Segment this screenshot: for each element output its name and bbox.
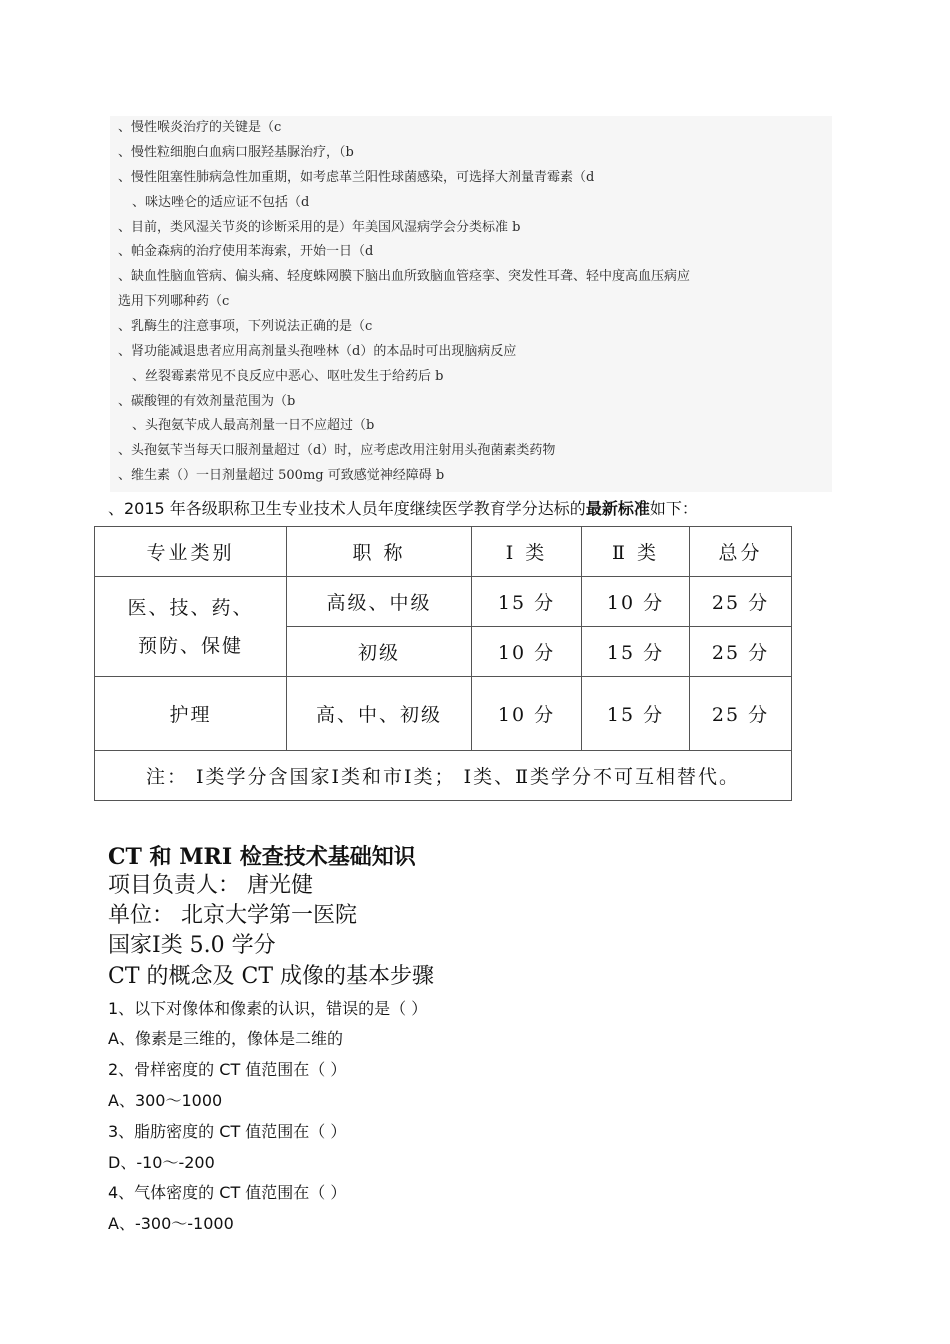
table-note-row xyxy=(95,751,792,801)
quiz-line: 选用下列哪种药（c xyxy=(118,294,230,309)
quiz-line: 、慢性阻塞性肺病急性加重期，如考虑革兰阳性球菌感染，可选择大剂量青霉素（d xyxy=(118,170,595,185)
header-total: 总分 xyxy=(690,527,792,577)
question-line: 3、脂肪密度的 CT 值范围在（ ） xyxy=(108,1122,347,1141)
quiz-line: 、头孢氨苄当每天口服剂量超过（d）时，应考虑改用注射用头孢菌素类药物 xyxy=(118,443,556,458)
quiz-line: 、咪达唑仑的适应证不包括（d xyxy=(132,195,310,210)
question-line: 2、骨样密度的 CT 值范围在（ ） xyxy=(108,1060,347,1079)
table-cell: 10 分 xyxy=(472,677,582,751)
table-row xyxy=(95,577,792,627)
answer-line: A、300～1000 xyxy=(108,1091,223,1110)
intro-suffix: 如下： xyxy=(649,499,698,518)
table-cell: 高、中、初级 xyxy=(287,677,472,751)
category-cell xyxy=(95,577,287,677)
intro-prefix: 、2015 年各级职称卫生专业技术人员年度继续医学教育学分达标的 xyxy=(108,499,586,518)
quiz-line: 、慢性粒细胞白血病口服羟基脲治疗，（b xyxy=(118,145,354,160)
header-title: 职 称 xyxy=(287,527,472,577)
credit-standard-intro xyxy=(108,498,698,520)
table-cell: 初级 xyxy=(287,627,472,677)
header-category: 专业类别 xyxy=(95,527,287,577)
table-row xyxy=(95,677,792,751)
table-header-row xyxy=(95,527,792,577)
course-unit: 单位： 北京大学第一医院 xyxy=(108,903,357,928)
intro-bold: 最新标准 xyxy=(585,499,650,518)
category-cell: 护理 xyxy=(95,677,287,751)
question-line: 1、以下对像体和像素的认识，错误的是（ ） xyxy=(108,999,428,1018)
table-cell: 15 分 xyxy=(472,577,582,627)
quiz-line: 、乳酶生的注意事项，下列说法正确的是（c xyxy=(118,319,373,334)
header-class-1: Ⅰ 类 xyxy=(472,527,582,577)
table-cell: 25 分 xyxy=(690,677,792,751)
answer-line: A、-300～-1000 xyxy=(108,1214,234,1233)
answer-line: A、像素是三维的，像体是二维的 xyxy=(108,1029,343,1048)
category-text: 医、技、药、预防、保健 xyxy=(127,596,254,657)
quiz-line: 、丝裂霉素常见不良反应中恶心、呕吐发生于给药后 b xyxy=(132,369,444,384)
course-subtitle: CT 的概念及 CT 成像的基本步骤 xyxy=(108,964,434,989)
table-cell: 25 分 xyxy=(690,627,792,677)
course-title: CT 和 MRI 检查技术基础知识 xyxy=(108,844,416,870)
quiz-line: 、头孢氨苄成人最高剂量一日不应超过（b xyxy=(132,418,375,433)
table-cell: 25 分 xyxy=(690,577,792,627)
quiz-line: 、缺血性脑血管病、偏头痛、轻度蛛网膜下脑出血所致脑血管痉挛、突发性耳聋、轻中度高血压病应 xyxy=(118,269,691,284)
question-line: 4、气体密度的 CT 值范围在（ ） xyxy=(108,1183,347,1202)
table-cell: 高级、中级 xyxy=(287,577,472,627)
quiz-line: 、维生素（）一日剂量超过 500mg 可致感觉神经障碍 b xyxy=(118,468,445,483)
answer-line: D、-10～-200 xyxy=(108,1153,215,1172)
quiz-line: 、碳酸锂的有效剂量范围为（b xyxy=(118,394,296,409)
table-cell: 10 分 xyxy=(472,627,582,677)
course-credit: 国家Ⅰ类 5.0 学分 xyxy=(108,933,276,958)
table-note: 注： Ⅰ类学分含国家Ⅰ类和市Ⅰ类； Ⅰ类、Ⅱ类学分不可互相替代。 xyxy=(95,751,792,801)
table-cell: 15 分 xyxy=(582,677,690,751)
quiz-line: 、慢性喉炎治疗的关键是（c xyxy=(118,120,282,135)
course-leader: 项目负责人： 唐光健 xyxy=(108,873,313,898)
table-cell: 15 分 xyxy=(582,627,690,677)
header-class-2: Ⅱ 类 xyxy=(582,527,690,577)
quiz-line: 、目前，类风湿关节炎的诊断采用的是）年美国风湿病学会分类标准 b xyxy=(118,220,521,235)
credit-table xyxy=(94,526,792,801)
table-cell: 10 分 xyxy=(582,577,690,627)
quiz-line: 、帕金森病的治疗使用苯海索，开始一日（d xyxy=(118,244,374,259)
quiz-line: 、肾功能减退患者应用高剂量头孢唑林（d）的本品时可出现脑病反应 xyxy=(118,344,517,359)
